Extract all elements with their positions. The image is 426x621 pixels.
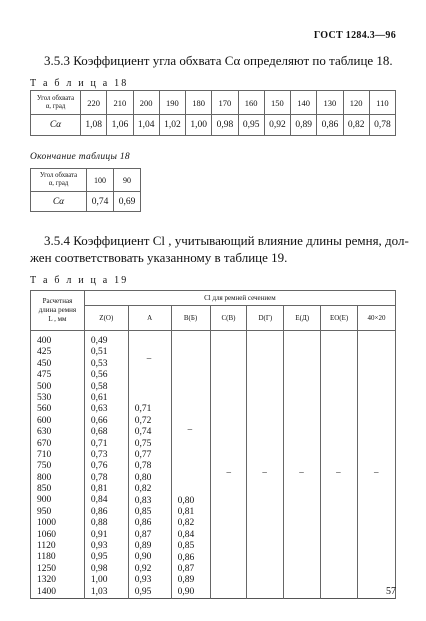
length-column (31, 331, 85, 599)
eo-dash: – (336, 467, 341, 477)
coef-value-a: 0,86 (134, 518, 152, 529)
empty-cell (141, 169, 397, 192)
coef-cell: 1,02 (159, 115, 185, 136)
coef-value-b: 0,86 (177, 552, 195, 563)
coef-value-b: 0,82 (177, 518, 195, 529)
section-header-cell: 40×20 (358, 306, 396, 331)
coef-value-a: 0,87 (134, 529, 152, 540)
length-value: 560 (37, 404, 52, 415)
coef-value-z: 0,86 (90, 506, 108, 517)
length-header-cell: Расчетная длина ремня L , мм (31, 291, 85, 331)
angle-label-cell: Угол обхвата α, град (31, 91, 81, 115)
coef-value-z: 0,98 (90, 563, 108, 574)
b-dash: – (187, 424, 193, 434)
coef-value-b: 0,90 (177, 586, 195, 597)
coef-cell: 0,78 (369, 115, 395, 136)
angle-cell: 120 (343, 91, 369, 115)
length-value: 670 (37, 438, 52, 449)
length-value: 530 (37, 392, 52, 403)
coef-value-a: 0,72 (134, 415, 152, 426)
angle-cell: 90 (114, 169, 141, 192)
coef-value-a: 0,77 (134, 449, 152, 460)
e-column (284, 331, 321, 599)
coef-value-b: 0,81 (177, 506, 195, 517)
length-value: 1120 (37, 541, 56, 552)
angle-cell: 220 (81, 91, 107, 115)
table19-caption: Т а б л и ц а 19 (30, 275, 129, 286)
length-values (31, 331, 84, 598)
paragraph-3-5-4-line1: 3.5.4 Коэффициент Cl , учитывающий влияние длины ремня, дол- (44, 233, 409, 248)
coef-value-z: 0,81 (90, 484, 108, 495)
d-column (247, 331, 284, 599)
length-value: 475 (37, 370, 52, 381)
coef-value-a: 0,90 (134, 552, 152, 563)
coef-cell: 0,89 (291, 115, 317, 136)
coef-value-a: 0,89 (134, 541, 152, 552)
length-value: 600 (37, 415, 52, 426)
table19 (30, 290, 396, 599)
coef-value-z: 0,53 (90, 358, 108, 369)
length-value: 500 (37, 381, 52, 392)
coef-value-z: 0,84 (90, 495, 108, 506)
length-value: 710 (37, 449, 52, 460)
a-values (129, 331, 171, 598)
angle-cell: 110 (369, 91, 395, 115)
z-values (85, 331, 128, 598)
a-dash: – (146, 353, 152, 363)
coef-value-a: 0,82 (134, 484, 152, 495)
coef-value-z: 0,93 (90, 541, 108, 552)
section-header-cell: B(Б) (171, 306, 210, 331)
coef-value-z: 0,56 (90, 370, 108, 381)
table18-caption: Т а б л и ц а 18 (30, 78, 129, 89)
b-column (171, 331, 210, 599)
length-value: 1180 (37, 552, 56, 563)
angle-label-cell: Угол обхвата α, град (31, 169, 87, 192)
angle-cell: 150 (264, 91, 290, 115)
coef-value-b: 0,80 (177, 495, 195, 506)
section-header-cell: EO(Е) (321, 306, 358, 331)
coef-value-z: 0,68 (90, 427, 108, 438)
section-header-cell: A (128, 306, 171, 331)
length-value: 800 (37, 472, 52, 483)
coef-cell: 0,98 (212, 115, 238, 136)
coef-value-a: 0,95 (134, 586, 152, 597)
coef-value-z: 0,76 (90, 461, 108, 472)
coef-value-z: 0,66 (90, 415, 108, 426)
coef-value-b: 0,89 (177, 575, 195, 586)
paragraph-3-5-4 (30, 232, 409, 266)
coef-cell: 0,86 (317, 115, 343, 136)
section-header-cell: C(В) (210, 306, 247, 331)
coef-value-z: 0,95 (90, 552, 108, 563)
angle-cell: 140 (291, 91, 317, 115)
coef-value-z: 0,73 (90, 449, 108, 460)
coef-value-b: 0,85 (177, 541, 195, 552)
eo-column (321, 331, 358, 599)
d-dash: – (262, 467, 267, 477)
section-header-cell: E(Д) (284, 306, 321, 331)
coef-value-z: 0,58 (90, 381, 108, 392)
length-value: 1060 (37, 529, 56, 540)
length-value: 450 (37, 358, 52, 369)
c-column (210, 331, 247, 599)
length-value: 1400 (37, 586, 56, 597)
coef-value-b: 0,84 (177, 529, 195, 540)
40x20-dash: – (374, 467, 379, 477)
length-value: 400 (37, 336, 52, 346)
coef-value-z: 1,00 (90, 575, 108, 586)
coef-cell: 0,69 (114, 192, 141, 212)
length-value: 425 (37, 347, 52, 358)
angle-cell: 190 (159, 91, 185, 115)
angle-cell: 160 (238, 91, 264, 115)
coef-cell: 1,00 (186, 115, 212, 136)
40x20-column (358, 331, 396, 599)
coef-cell: 0,74 (87, 192, 114, 212)
length-value: 1320 (37, 575, 56, 586)
coef-value-a: 0,71 (134, 404, 152, 415)
table18-end-caption: Окончание таблицы 18 (30, 152, 130, 162)
coef-value-z: 0,49 (90, 336, 108, 346)
coef-label-cell: Cα (31, 115, 81, 136)
coef-value-a: 0,85 (134, 506, 152, 517)
angle-cell: 180 (186, 91, 212, 115)
group-header-cell: Cl для ремней сечением (84, 291, 395, 306)
coef-label-cell: Cα (31, 192, 87, 212)
coef-value-z: 0,91 (90, 529, 108, 540)
coef-value-z: 0,71 (90, 438, 108, 449)
paragraph-3-5-3: 3.5.3 Коэффициент угла обхвата Cα определяют по таблице 18. (44, 53, 393, 68)
length-value: 850 (37, 484, 52, 495)
b-values (172, 331, 210, 598)
coef-value-z: 0,61 (90, 392, 108, 403)
angle-cell: 170 (212, 91, 238, 115)
coef-cell: 1,04 (133, 115, 159, 136)
paragraph-3-5-4-line2: жен соответствовать указанному в таблице 19. (30, 250, 288, 265)
section-header-cell: Z(O) (84, 306, 128, 331)
length-value: 1250 (37, 563, 56, 574)
length-value: 900 (37, 495, 52, 506)
coef-value-z: 0,78 (90, 472, 108, 483)
coef-value-a: 0,74 (134, 427, 152, 438)
angle-cell: 200 (133, 91, 159, 115)
z-column (84, 331, 128, 599)
e-dash: – (299, 467, 304, 477)
document-code: ГОСТ 1284.3—96 (313, 30, 396, 41)
section-header-cell: D(Г) (247, 306, 284, 331)
coef-value-a: 0,78 (134, 461, 152, 472)
table18-end (30, 168, 396, 212)
coef-cell: 0,82 (343, 115, 369, 136)
page-number: 57 (386, 586, 396, 597)
coef-value-z: 1,03 (90, 586, 108, 597)
a-column (128, 331, 171, 599)
coef-value-a: 0,83 (134, 495, 152, 506)
table18 (30, 90, 396, 136)
coef-cell: 1,08 (81, 115, 107, 136)
coef-value-a: 0,93 (134, 575, 152, 586)
length-value: 750 (37, 461, 52, 472)
angle-cell: 100 (87, 169, 114, 192)
coef-cell: 1,06 (107, 115, 133, 136)
coef-value-b: 0,87 (177, 563, 195, 574)
length-value: 630 (37, 427, 52, 438)
angle-cell: 130 (317, 91, 343, 115)
coef-value-a: 0,80 (134, 472, 152, 483)
length-value: 950 (37, 506, 52, 517)
c-dash: – (226, 467, 232, 477)
coef-value-z: 0,51 (90, 347, 108, 358)
coef-value-a: 0,92 (134, 563, 152, 574)
coef-cell: 0,92 (264, 115, 290, 136)
angle-cell: 210 (107, 91, 133, 115)
coef-value-a: 0,75 (134, 438, 152, 449)
coef-value-z: 0,63 (90, 404, 108, 415)
empty-cell (141, 192, 397, 212)
length-value: 1000 (37, 518, 56, 529)
coef-value-z: 0,88 (90, 518, 108, 529)
coef-cell: 0,95 (238, 115, 264, 136)
